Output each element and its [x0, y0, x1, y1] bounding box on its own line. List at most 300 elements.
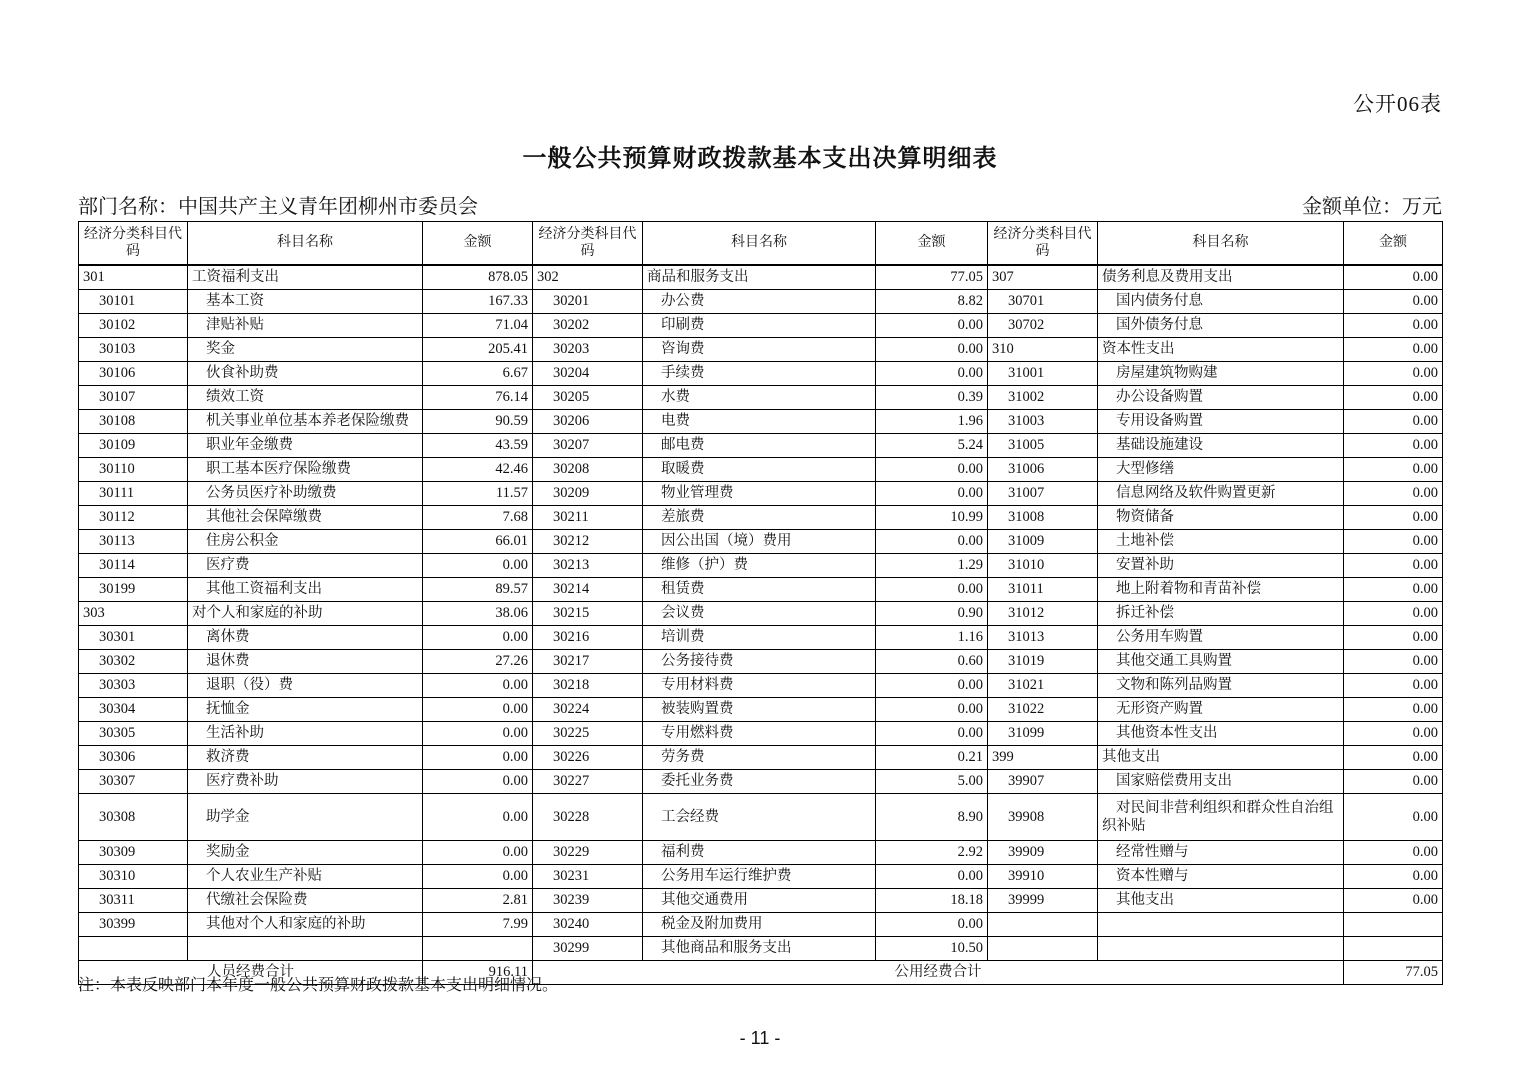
- cell-name: 物业管理费: [643, 482, 876, 506]
- cell-name: 其他资本性支出: [1098, 722, 1344, 746]
- cell-name: 税金及附加费用: [643, 913, 876, 937]
- cell-name: 地上附着物和青苗补偿: [1098, 578, 1344, 602]
- cell-code: 30303: [79, 674, 188, 698]
- table-row: [79, 578, 1443, 602]
- cell-code: 30224: [533, 698, 643, 722]
- cell-code: 30225: [533, 722, 643, 746]
- cell-amount: 2.81: [423, 889, 533, 913]
- cell-name: 国外债务付息: [1098, 314, 1344, 338]
- cell-code: 39907: [988, 770, 1098, 794]
- cell-amount: 0.00: [423, 794, 533, 841]
- cell-amount: 0.00: [1344, 722, 1443, 746]
- cell-name: [188, 937, 423, 961]
- cell-amount: 11.57: [423, 482, 533, 506]
- cell-name: 职工基本医疗保险缴费: [188, 458, 423, 482]
- cell-name: 安置补助: [1098, 554, 1344, 578]
- cell-code: 31002: [988, 386, 1098, 410]
- cell-amount: 1.16: [876, 626, 988, 650]
- cell-code: 30202: [533, 314, 643, 338]
- cell-amount: 0.00: [876, 458, 988, 482]
- cell-name: 其他支出: [1098, 889, 1344, 913]
- public-total-label: 公用经费合计: [533, 961, 1344, 985]
- cell-name: 伙食补助费: [188, 362, 423, 386]
- cell-amount: 0.00: [876, 913, 988, 937]
- cell-code: [988, 913, 1098, 937]
- cell-code: 31003: [988, 410, 1098, 434]
- table-row: [79, 698, 1443, 722]
- cell-code: 31006: [988, 458, 1098, 482]
- cell-name: 退职（役）费: [188, 674, 423, 698]
- cell-name: 土地补偿: [1098, 530, 1344, 554]
- cell-name: 其他支出: [1098, 746, 1344, 770]
- cell-amount: 0.00: [876, 362, 988, 386]
- cell-code: 31007: [988, 482, 1098, 506]
- table-row: [79, 913, 1443, 937]
- cell-code: 30201: [533, 290, 643, 314]
- cell-name: 差旅费: [643, 506, 876, 530]
- cell-name: 咨询费: [643, 338, 876, 362]
- cell-code: 30239: [533, 889, 643, 913]
- table-row: [79, 554, 1443, 578]
- cell-amount: 0.00: [1344, 578, 1443, 602]
- cell-code: 30701: [988, 290, 1098, 314]
- cell-code: 30308: [79, 794, 188, 841]
- cell-name: 其他工资福利支出: [188, 578, 423, 602]
- cell-name: 代缴社会保险费: [188, 889, 423, 913]
- personnel-total-label: 人员经费合计: [79, 961, 423, 985]
- table-row: [79, 722, 1443, 746]
- cell-name: 绩效工资: [188, 386, 423, 410]
- cell-code: 30212: [533, 530, 643, 554]
- cell-code: 30310: [79, 865, 188, 889]
- cell-name: 生活补助: [188, 722, 423, 746]
- cell-amount: 5.00: [876, 770, 988, 794]
- cell-code: 30226: [533, 746, 643, 770]
- cell-amount: 0.00: [1344, 841, 1443, 865]
- cell-code: 30110: [79, 458, 188, 482]
- cell-code: 30101: [79, 290, 188, 314]
- cell-name: [1098, 913, 1344, 937]
- cell-name: 维修（护）费: [643, 554, 876, 578]
- cell-name: 其他对个人和家庭的补助: [188, 913, 423, 937]
- cell-amount: 0.00: [423, 698, 533, 722]
- cell-amount: 7.68: [423, 506, 533, 530]
- cell-amount: 43.59: [423, 434, 533, 458]
- cell-name: 公务用车运行维护费: [643, 865, 876, 889]
- cell-name: 工资福利支出: [188, 265, 423, 290]
- cell-name: 公务员医疗补助缴费: [188, 482, 423, 506]
- cell-code: 30215: [533, 602, 643, 626]
- table-row: [79, 794, 1443, 841]
- cell-name: 租赁费: [643, 578, 876, 602]
- cell-name: 助学金: [188, 794, 423, 841]
- cell-name: 物资储备: [1098, 506, 1344, 530]
- cell-amount: 0.00: [1344, 746, 1443, 770]
- cell-amount: 0.00: [423, 554, 533, 578]
- cell-amount: 0.00: [1344, 889, 1443, 913]
- cell-name: 其他交通费用: [643, 889, 876, 913]
- cell-amount: 0.21: [876, 746, 988, 770]
- cell-amount: 0.00: [876, 674, 988, 698]
- cell-amount: 0.00: [1344, 338, 1443, 362]
- cell-name: 工会经费: [643, 794, 876, 841]
- cell-amount: [423, 937, 533, 961]
- cell-name: 手续费: [643, 362, 876, 386]
- table-body: [79, 265, 1443, 961]
- cell-name: 基础设施建设: [1098, 434, 1344, 458]
- cell-name: 办公费: [643, 290, 876, 314]
- cell-code: 31009: [988, 530, 1098, 554]
- cell-amount: 0.00: [1344, 362, 1443, 386]
- cell-code: 30306: [79, 746, 188, 770]
- cell-name: 无形资产购置: [1098, 698, 1344, 722]
- cell-amount: 0.00: [1344, 865, 1443, 889]
- cell-name: 个人农业生产补贴: [188, 865, 423, 889]
- cell-amount: 0.00: [876, 865, 988, 889]
- cell-name: 专用设备购置: [1098, 410, 1344, 434]
- cell-code: 30304: [79, 698, 188, 722]
- cell-name: 医疗费: [188, 554, 423, 578]
- cell-amount: 42.46: [423, 458, 533, 482]
- cell-name: 机关事业单位基本养老保险缴费: [188, 410, 423, 434]
- cell-amount: 0.00: [1344, 482, 1443, 506]
- cell-code: 30107: [79, 386, 188, 410]
- header-name-2: 科目名称: [643, 222, 876, 266]
- table-row: [79, 889, 1443, 913]
- cell-name: 其他社会保障缴费: [188, 506, 423, 530]
- cell-code: 30311: [79, 889, 188, 913]
- cell-code: 30113: [79, 530, 188, 554]
- cell-code: 31019: [988, 650, 1098, 674]
- cell-name: 会议费: [643, 602, 876, 626]
- cell-name: 基本工资: [188, 290, 423, 314]
- cell-code: 30209: [533, 482, 643, 506]
- cell-amount: 0.00: [876, 578, 988, 602]
- cell-code: 30299: [533, 937, 643, 961]
- cell-code: 30103: [79, 338, 188, 362]
- cell-amount: 76.14: [423, 386, 533, 410]
- cell-name: 国内债务付息: [1098, 290, 1344, 314]
- cell-code: 30307: [79, 770, 188, 794]
- cell-name: 资本性支出: [1098, 338, 1344, 362]
- header-amount-2: 金额: [876, 222, 988, 266]
- cell-amount: 0.00: [1344, 386, 1443, 410]
- department-label: 部门名称：中国共产主义青年团柳州市委员会: [78, 196, 478, 218]
- cell-name: 对民间非营利组织和群众性自治组织补贴: [1098, 794, 1344, 841]
- cell-name: 其他交通工具购置: [1098, 650, 1344, 674]
- cell-amount: 0.00: [1344, 698, 1443, 722]
- cell-code: 30207: [533, 434, 643, 458]
- unit-label: 金额单位：万元: [1302, 196, 1442, 218]
- cell-amount: 0.00: [423, 722, 533, 746]
- table-row: [79, 290, 1443, 314]
- cell-amount: 0.00: [1344, 290, 1443, 314]
- cell-name: 大型修缮: [1098, 458, 1344, 482]
- cell-amount: 0.00: [1344, 506, 1443, 530]
- cell-code: 301: [79, 265, 188, 290]
- cell-amount: 0.39: [876, 386, 988, 410]
- cell-code: 30111: [79, 482, 188, 506]
- cell-amount: 27.26: [423, 650, 533, 674]
- cell-amount: 0.00: [876, 338, 988, 362]
- cell-code: 30109: [79, 434, 188, 458]
- cell-name: 经常性赠与: [1098, 841, 1344, 865]
- cell-name: 劳务费: [643, 746, 876, 770]
- table-row: [79, 865, 1443, 889]
- cell-code: 30309: [79, 841, 188, 865]
- cell-amount: 71.04: [423, 314, 533, 338]
- cell-amount: 2.92: [876, 841, 988, 865]
- cell-name: 培训费: [643, 626, 876, 650]
- table-row: [79, 650, 1443, 674]
- cell-code: 30203: [533, 338, 643, 362]
- table-row: [79, 626, 1443, 650]
- cell-code: [988, 937, 1098, 961]
- expenditure-table: [78, 221, 1443, 985]
- header-code-3: 经济分类科目代码: [988, 222, 1098, 266]
- public-total-amount: 77.05: [1344, 961, 1443, 985]
- cell-amount: 0.00: [423, 626, 533, 650]
- table-row: [79, 458, 1443, 482]
- cell-amount: 0.00: [876, 698, 988, 722]
- cell-name: 公务接待费: [643, 650, 876, 674]
- cell-name: 退休费: [188, 650, 423, 674]
- page-title: 一般公共预算财政拨款基本支出决算明细表: [522, 145, 998, 172]
- cell-amount: 0.60: [876, 650, 988, 674]
- cell-amount: 0.00: [1344, 674, 1443, 698]
- cell-amount: 89.57: [423, 578, 533, 602]
- cell-code: 30208: [533, 458, 643, 482]
- cell-code: 30218: [533, 674, 643, 698]
- cell-code: 31012: [988, 602, 1098, 626]
- cell-code: 30302: [79, 650, 188, 674]
- cell-code: 302: [533, 265, 643, 290]
- table-row: [79, 530, 1443, 554]
- cell-amount: 38.06: [423, 602, 533, 626]
- cell-code: 30211: [533, 506, 643, 530]
- cell-amount: 1.96: [876, 410, 988, 434]
- cell-name: 离休费: [188, 626, 423, 650]
- header-amount-3: 金额: [1344, 222, 1443, 266]
- cell-amount: 8.90: [876, 794, 988, 841]
- cell-code: 30399: [79, 913, 188, 937]
- cell-amount: 7.99: [423, 913, 533, 937]
- cell-amount: [1344, 937, 1443, 961]
- cell-code: 30114: [79, 554, 188, 578]
- cell-code: 39908: [988, 794, 1098, 841]
- note-text: 注：本表反映部门本年度一般公共预算财政拨款基本支出明细情况。: [78, 977, 559, 994]
- cell-amount: 205.41: [423, 338, 533, 362]
- cell-amount: 0.00: [876, 314, 988, 338]
- cell-name: 印刷费: [643, 314, 876, 338]
- table-row: [79, 265, 1443, 290]
- cell-code: 30199: [79, 578, 188, 602]
- cell-code: 30205: [533, 386, 643, 410]
- cell-amount: 0.90: [876, 602, 988, 626]
- cell-code: 31005: [988, 434, 1098, 458]
- cell-name: 邮电费: [643, 434, 876, 458]
- table-row: [79, 770, 1443, 794]
- cell-amount: 5.24: [876, 434, 988, 458]
- cell-code: 39910: [988, 865, 1098, 889]
- cell-name: 文物和陈列品购置: [1098, 674, 1344, 698]
- cell-code: 310: [988, 338, 1098, 362]
- cell-code: 30217: [533, 650, 643, 674]
- cell-name: 福利费: [643, 841, 876, 865]
- cell-code: 399: [988, 746, 1098, 770]
- cell-name: 办公设备购置: [1098, 386, 1344, 410]
- table-row: [79, 362, 1443, 386]
- cell-code: 30229: [533, 841, 643, 865]
- cell-amount: 0.00: [423, 770, 533, 794]
- cell-name: 公务用车购置: [1098, 626, 1344, 650]
- cell-name: 商品和服务支出: [643, 265, 876, 290]
- cell-code: 30108: [79, 410, 188, 434]
- cell-name: [1098, 937, 1344, 961]
- cell-amount: 0.00: [1344, 602, 1443, 626]
- cell-code: 30240: [533, 913, 643, 937]
- cell-name: 电费: [643, 410, 876, 434]
- cell-name: 拆迁补偿: [1098, 602, 1344, 626]
- cell-code: 31013: [988, 626, 1098, 650]
- cell-amount: 0.00: [423, 674, 533, 698]
- personnel-total-amount: 916.11: [423, 961, 533, 985]
- cell-code: 30102: [79, 314, 188, 338]
- cell-code: 31010: [988, 554, 1098, 578]
- table-row: [79, 841, 1443, 865]
- table-row: [79, 674, 1443, 698]
- cell-name: 取暖费: [643, 458, 876, 482]
- table-row: [79, 506, 1443, 530]
- meta-row: [78, 190, 1442, 219]
- cell-amount: 0.00: [1344, 626, 1443, 650]
- cell-amount: 0.00: [876, 722, 988, 746]
- cell-amount: 0.00: [1344, 458, 1443, 482]
- table-row: [79, 314, 1443, 338]
- cell-code: [79, 937, 188, 961]
- cell-code: 31011: [988, 578, 1098, 602]
- cell-code: 39999: [988, 889, 1098, 913]
- cell-amount: 0.00: [1344, 434, 1443, 458]
- cell-amount: 167.33: [423, 290, 533, 314]
- cell-code: 31021: [988, 674, 1098, 698]
- cell-code: 30204: [533, 362, 643, 386]
- cell-name: 被装购置费: [643, 698, 876, 722]
- cell-amount: 0.00: [876, 530, 988, 554]
- cell-name: 奖励金: [188, 841, 423, 865]
- cell-code: 30216: [533, 626, 643, 650]
- cell-name: 专用燃料费: [643, 722, 876, 746]
- table-row: [79, 434, 1443, 458]
- cell-name: 委托业务费: [643, 770, 876, 794]
- table-row: [79, 482, 1443, 506]
- cell-name: 职业年金缴费: [188, 434, 423, 458]
- cell-name: 对个人和家庭的补助: [188, 602, 423, 626]
- cell-name: 债务利息及费用支出: [1098, 265, 1344, 290]
- cell-code: 30228: [533, 794, 643, 841]
- cell-name: 其他商品和服务支出: [643, 937, 876, 961]
- cell-code: 30301: [79, 626, 188, 650]
- cell-amount: 10.99: [876, 506, 988, 530]
- cell-code: 30227: [533, 770, 643, 794]
- cell-name: 救济费: [188, 746, 423, 770]
- cell-name: 津贴补贴: [188, 314, 423, 338]
- cell-amount: 0.00: [1344, 650, 1443, 674]
- header-name-3: 科目名称: [1098, 222, 1344, 266]
- cell-amount: 18.18: [876, 889, 988, 913]
- cell-code: 39909: [988, 841, 1098, 865]
- cell-amount: 6.67: [423, 362, 533, 386]
- cell-code: 31022: [988, 698, 1098, 722]
- cell-amount: [1344, 913, 1443, 937]
- cell-amount: 0.00: [1344, 770, 1443, 794]
- cell-name: 抚恤金: [188, 698, 423, 722]
- cell-amount: 77.05: [876, 265, 988, 290]
- table-row: [79, 602, 1443, 626]
- cell-name: 国家赔偿费用支出: [1098, 770, 1344, 794]
- cell-code: 30305: [79, 722, 188, 746]
- cell-code: 30106: [79, 362, 188, 386]
- table-row: [79, 338, 1443, 362]
- cell-name: 专用材料费: [643, 674, 876, 698]
- cell-amount: 8.82: [876, 290, 988, 314]
- table-row: [79, 410, 1443, 434]
- cell-amount: 1.29: [876, 554, 988, 578]
- cell-code: 30702: [988, 314, 1098, 338]
- cell-code: 31008: [988, 506, 1098, 530]
- header-code-1: 经济分类科目代码: [79, 222, 188, 266]
- form-number-label: 公开06表: [1353, 92, 1442, 116]
- cell-code: 30213: [533, 554, 643, 578]
- cell-amount: 0.00: [1344, 530, 1443, 554]
- cell-amount: 0.00: [423, 746, 533, 770]
- cell-name: 奖金: [188, 338, 423, 362]
- table-header-row: [79, 222, 1443, 266]
- cell-code: 30206: [533, 410, 643, 434]
- cell-amount: 90.59: [423, 410, 533, 434]
- cell-name: 信息网络及软件购置更新: [1098, 482, 1344, 506]
- table-row: [79, 746, 1443, 770]
- cell-code: 303: [79, 602, 188, 626]
- cell-amount: 10.50: [876, 937, 988, 961]
- cell-name: 水费: [643, 386, 876, 410]
- cell-code: 30112: [79, 506, 188, 530]
- cell-code: 31001: [988, 362, 1098, 386]
- page-number: - 11 -: [739, 1028, 781, 1048]
- header-amount-1: 金额: [423, 222, 533, 266]
- cell-code: 30214: [533, 578, 643, 602]
- cell-code: 30231: [533, 865, 643, 889]
- cell-amount: 0.00: [1344, 410, 1443, 434]
- cell-amount: 0.00: [876, 482, 988, 506]
- cell-amount: 0.00: [1344, 265, 1443, 290]
- table-row: [79, 386, 1443, 410]
- cell-amount: 0.00: [1344, 314, 1443, 338]
- cell-amount: 878.05: [423, 265, 533, 290]
- header-name-1: 科目名称: [188, 222, 423, 266]
- cell-amount: 0.00: [423, 841, 533, 865]
- header-code-2: 经济分类科目代码: [533, 222, 643, 266]
- cell-amount: 0.00: [423, 865, 533, 889]
- cell-amount: 66.01: [423, 530, 533, 554]
- cell-name: 住房公积金: [188, 530, 423, 554]
- cell-name: 房屋建筑物购建: [1098, 362, 1344, 386]
- cell-amount: 0.00: [1344, 554, 1443, 578]
- table-row: [79, 937, 1443, 961]
- cell-name: 资本性赠与: [1098, 865, 1344, 889]
- cell-name: 医疗费补助: [188, 770, 423, 794]
- cell-amount: 0.00: [1344, 794, 1443, 841]
